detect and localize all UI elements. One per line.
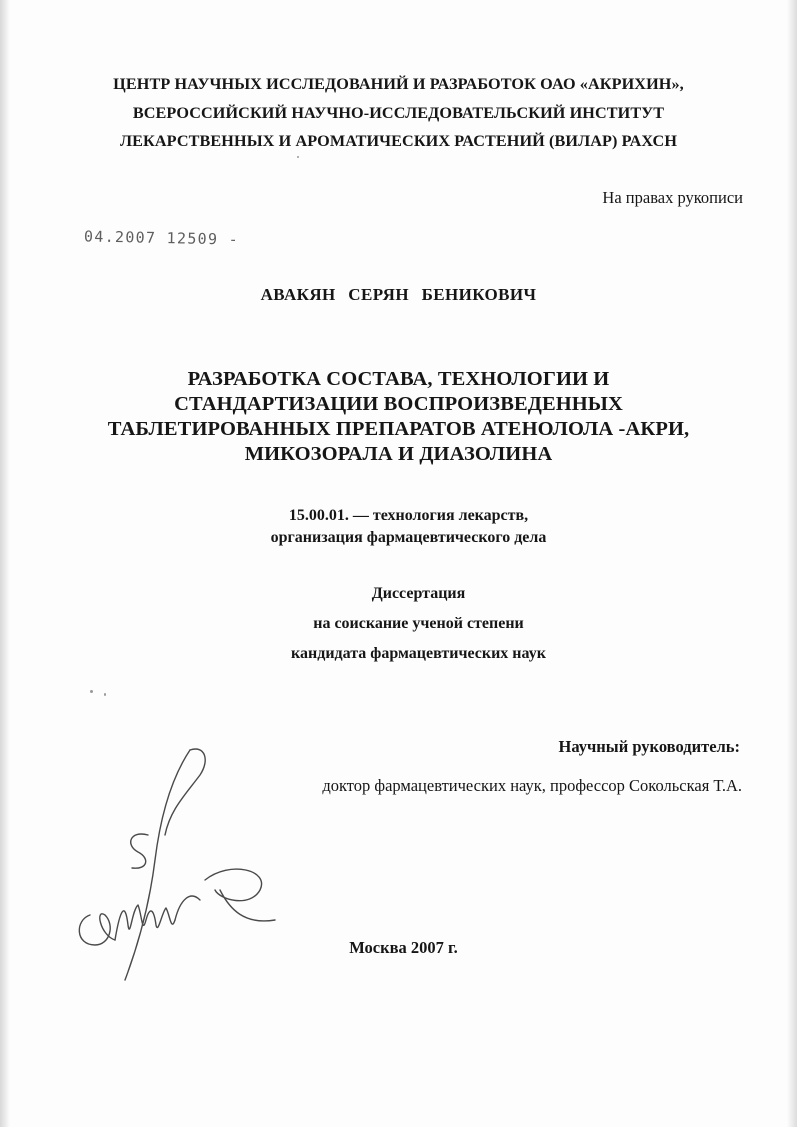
degree-info: [20, 579, 797, 669]
manuscript-note: На правах рукописи: [602, 188, 743, 207]
degree-line-1: Диссертация: [371, 585, 466, 602]
degree-line-2: на соискание ученой степени: [313, 615, 524, 632]
handwritten-signature: [70, 740, 290, 1000]
author-name: АВАКЯН СЕРЯН БЕНИКОВИЧ: [260, 285, 537, 304]
advisor-name: доктор фармацевтических наук, профессор Сокольская Т.А.: [322, 776, 742, 795]
institution-line-1: ЦЕНТР НАУЧНЫХ ИССЛЕДОВАНИЙ И РАЗРАБОТОК ОАО «АКРИХИН»,: [113, 75, 684, 93]
title-line-4: МИКОЗОРАЛА И ДИАЗОЛИНА: [244, 443, 553, 465]
scan-speck: [90, 690, 93, 693]
institution-line-3: ЛЕКАРСТВЕННЫХ И АРОМАТИЧЕСКИХ РАСТЕНИЙ (ВИЛАР) РАХСН: [119, 132, 678, 150]
advisor-label: Научный руководитель:: [558, 737, 740, 756]
title-line-3: ТАБЛЕТИРОВАННЫХ ПРЕПАРАТОВ АТЕНОЛОЛА -АКРИ,: [107, 418, 690, 440]
scan-speck: [104, 693, 106, 696]
specialty: [10, 505, 797, 549]
registration-stamp: 04.2007 12509 -: [83, 227, 240, 249]
degree-line-3: кандидата фармацевтических наук: [291, 645, 546, 662]
title-line-1: РАЗРАБОТКА СОСТАВА, ТЕХНОЛОГИИ И: [187, 368, 610, 390]
scan-speck: [297, 156, 299, 158]
specialty-name-line: организация фармацевтического дела: [270, 529, 547, 546]
institution-line-2: ВСЕРОССИЙСКИЙ НАУЧНО-ИССЛЕДОВАТЕЛЬСКИЙ ИНСТИТУТ: [132, 103, 665, 122]
city-year: Москва 2007 г.: [349, 938, 458, 957]
institution-header: [0, 70, 797, 156]
specialty-code-line: 15.00.01. — технология лекарств,: [288, 507, 529, 524]
title-line-2: СТАНДАРТИЗАЦИИ ВОСПРОИЗВЕДЕННЫХ: [174, 393, 623, 415]
dissertation-title: [0, 367, 797, 467]
